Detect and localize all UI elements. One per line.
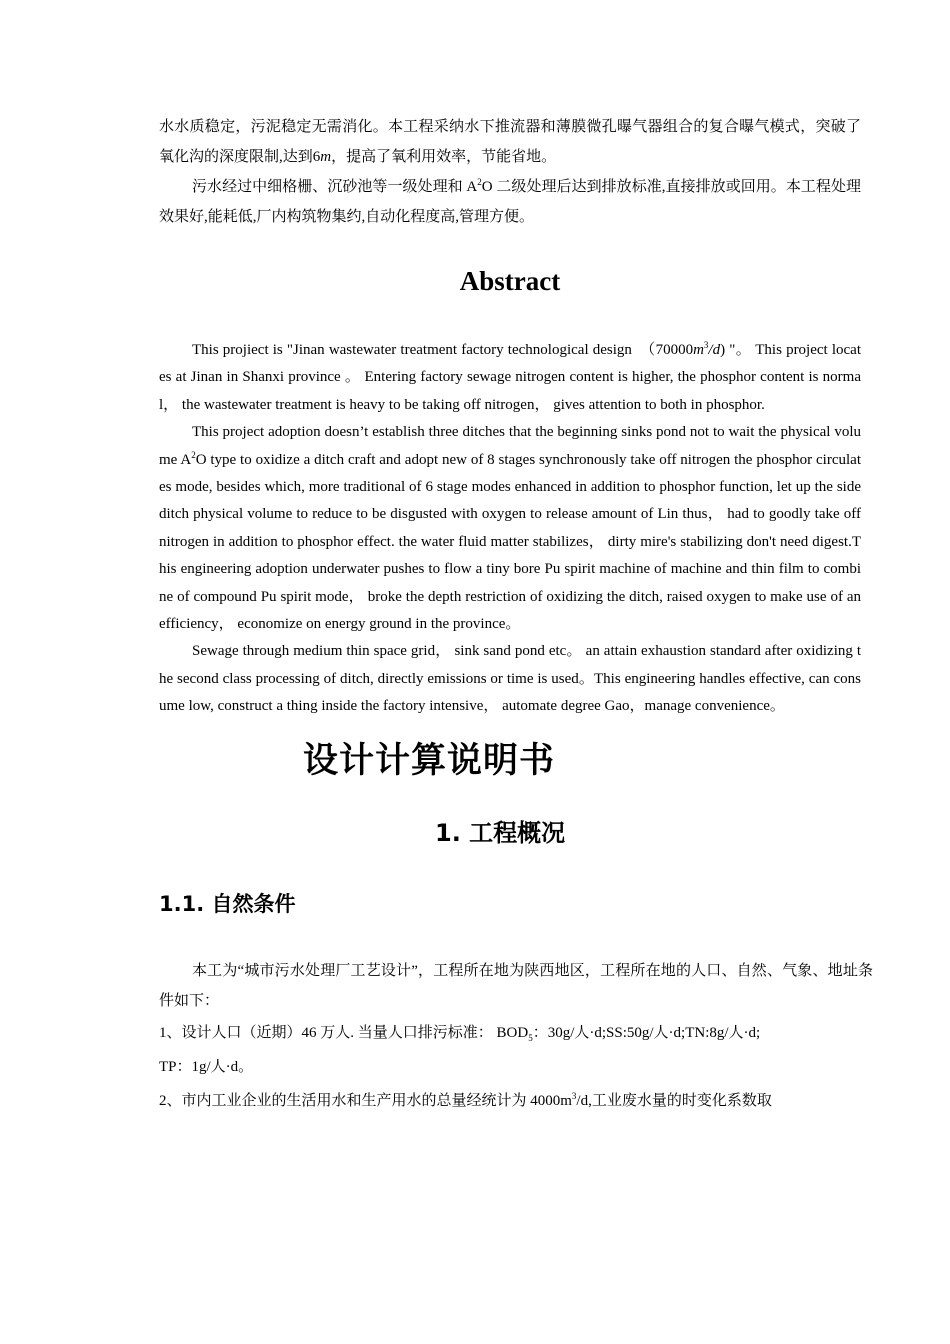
abstract-title: Abstract <box>459 266 561 296</box>
superscript: 3 <box>571 1090 577 1101</box>
abstract-paragraph-3: Sewage through medium thin space grid， sink sand pond etc。 an attain exhaustion standard after oxidizing the second class processing of ditch, directly emissions or time is used。This engineering handles effective, can consume low, construct a thing inside the factory intensive， automate degree Gao，manage convenience。 <box>159 643 861 715</box>
list-item-continuation: TP：1g/人·d。 <box>159 1058 254 1075</box>
text-run: /d,工业废水量的时变化系数取 <box>576 1092 772 1109</box>
document-title: 设计计算说明书 <box>303 740 556 781</box>
text-run: This project adoption doesn’t establish three ditches that the beginning sinks pond not to wait the physical volume A <box>159 424 861 468</box>
cn-abstract-paragraph-2 <box>159 172 861 232</box>
text-run: 污水经过中细格栅、沉砂池等一级处理和 A <box>192 179 478 195</box>
text-run: This projiect is "Jinan wastewater treatment factory technological design （70000 <box>192 342 694 358</box>
superscript: 2 <box>191 449 196 460</box>
superscript: 2 <box>477 177 482 187</box>
text-run: ，提高了氧利用效率，节能省地。 <box>331 149 557 165</box>
text-run: /d <box>708 342 721 358</box>
text-run: m <box>320 149 332 165</box>
text-run: O type to oxidize a ditch craft and adopt new of 8 stages synchronously take off nitrogen the phosphor circulates mode, besides which, more traditional of 6 stage modes enhanced in addition to phosphor function, let up the side ditch physical volume to reduce to be disgusted with oxygen to release amount of Lin thus， had to goodly take off nitrogen in addition to phosphor effect. the water fluid matter stabilizes， dirty mire's stabilizing don't need digest.This engineering adoption underwater pushes to flow a tiny bore Pu spirit machine of machine and thin film to combine of compound Pu spirit mode， broke the depth restriction of oxidizing the ditch, raised oxygen to make use of an efficiency， economize on energy ground in the province。 <box>159 451 861 633</box>
text-run: 水水质稳定，污泥稳定无需消化。本工程采纳水下推流器和薄膜微孔曝气器组合的复合曝气模式，突破了氧化沟的深度限制,达到 <box>159 119 861 165</box>
text-run: ) "。 This project locates at Jinan in Shanxi province 。 Entering factory sewage nitrogen content is higher, the phosphor content is normal， the wastewater treatment is heavy to be taking off nitrogen， gives attention to both in phosphor. <box>159 342 861 413</box>
superscript: 3 <box>703 340 709 350</box>
list-item <box>159 1016 861 1050</box>
text-run: 2、市内工业企业的生活用水和生产用水的总量经统计为 4000m <box>159 1092 572 1109</box>
abstract-paragraph-2 <box>159 419 861 638</box>
section-intro: 本工为“城市污水处理厂工艺设计”，工程所在地为陕西地区，工程所在地的人口、自然、气象、地址条件如下： <box>159 962 873 1009</box>
text-run: O 二级处理后达到排放标准,直接排放或回用。本工程处理效果好,能耗低,厂内构筑物集约,自动化程度高,管理方便。 <box>159 179 861 225</box>
section-heading: 1. 工程概况 <box>435 818 566 847</box>
list-item <box>159 1084 861 1118</box>
text-run: ：30g/人·d;SS:50g/人·d;TN:8g/人·d; <box>532 1024 761 1041</box>
subscript: 5 <box>528 1032 533 1043</box>
subsection-heading: 1.1. 自然条件 <box>159 891 296 916</box>
text-run: 1、设计人口（近期）46 万人. 当量人口排污标准： BOD <box>159 1024 529 1041</box>
text-run: m <box>693 342 704 358</box>
text-run: 6 <box>312 149 321 165</box>
document-page <box>159 112 873 1118</box>
cn-abstract-paragraph-1 <box>159 112 861 172</box>
abstract-paragraph-1 <box>159 337 861 419</box>
